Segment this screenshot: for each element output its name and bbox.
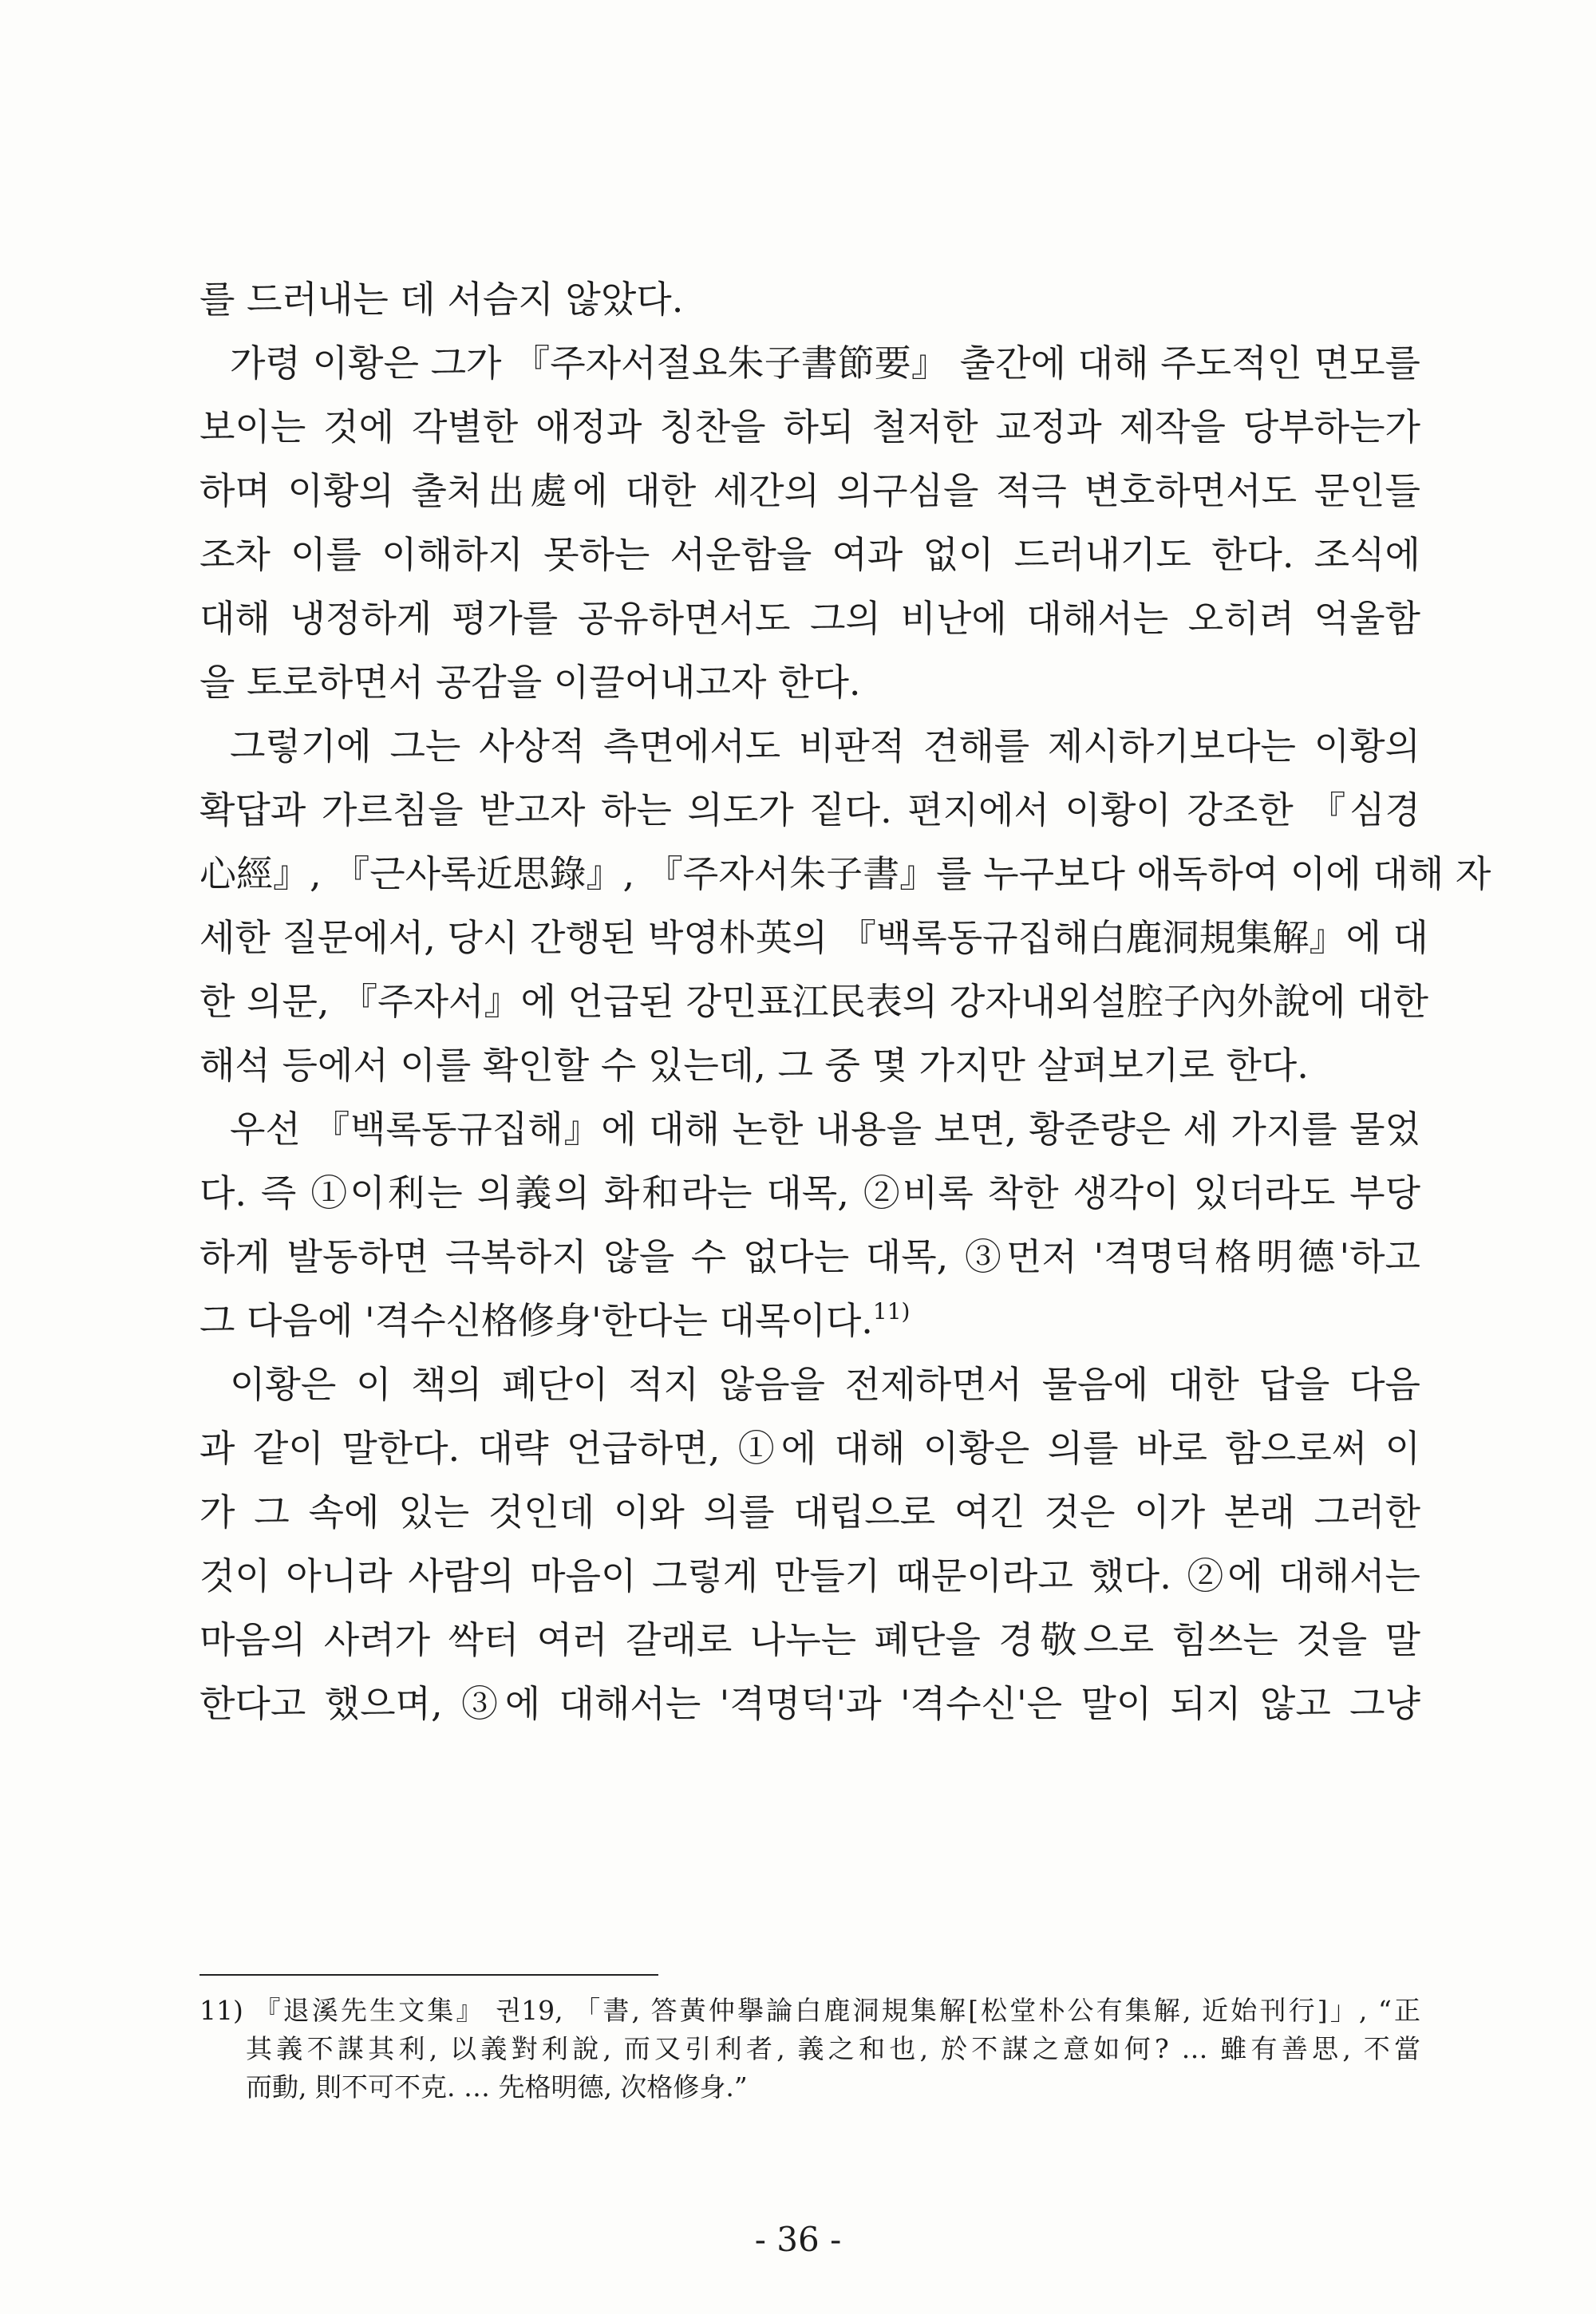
body-line: 보이는 것에 각별한 애정과 칭찬을 하되 철저한 교정과 제작을 당부하는가 — [200, 405, 1420, 448]
body-line: 그렇기에 그는 사상적 측면에서도 비판적 견해를 제시하기보다는 이황의 — [230, 725, 1420, 768]
body-line: 心經』, 『근사록近思錄』, 『주자서朱子書』를 누구보다 애독하여 이에 대해 자 — [200, 852, 1491, 895]
body-line: 이황은 이 책의 폐단이 적지 않음을 전제하면서 물음에 대한 답을 다음 — [230, 1363, 1420, 1406]
body-line: 해석 등에서 이를 확인할 수 있는데, 그 중 몇 가지만 살펴보기로 한다. — [200, 1044, 1309, 1087]
body-line: 우선 『백록동규집해』에 대해 논한 내용을 보면, 황준량은 세 가지를 물었 — [230, 1108, 1420, 1151]
body-line: 다. 즉 ①이利는 의義의 화和라는 대목, ②비록 착한 생각이 있더라도 부당 — [200, 1171, 1420, 1214]
body-line: 을 토로하면서 공감을 이끌어내고자 한다. — [200, 661, 861, 704]
body-line: 하게 발동하면 극복하지 않을 수 없다는 대목, ③먼저 '격명덕格明德'하고 — [200, 1235, 1420, 1278]
body-line: 확답과 가르침을 받고자 하는 의도가 짙다. 편지에서 이황이 강조한 『심경 — [200, 788, 1420, 831]
body-line: 조차 이를 이해하지 못하는 서운함을 여과 없이 드러내기도 한다. 조식에 — [200, 533, 1420, 576]
body-line: 가령 이황은 그가 『주자서절요朱子書節要』 출간에 대해 주도적인 면모를 — [230, 342, 1420, 385]
body-line: 한다고 했으며, ③에 대해서는 '격명덕'과 '격수신'은 말이 되지 않고 그냥 — [200, 1682, 1420, 1725]
body-line: 하며 이황의 출처出處에 대한 세간의 의구심을 적극 변호하면서도 문인들 — [200, 469, 1420, 512]
footnote-line: 11) 『退溪先生文集』 권19, 「書, 答黃仲擧論白鹿洞規集解[松堂朴公有集解, 近始刊行]」, “正 — [200, 1995, 1420, 2026]
body-line: 마음의 사려가 싹터 여러 갈래로 나누는 폐단을 경敬으로 힘쓰는 것을 말 — [200, 1618, 1420, 1661]
body-line-with-footnote — [200, 1289, 1420, 1352]
footnote-marker[interactable]: 11) — [872, 1298, 911, 1325]
body-line: 것이 아니라 사람의 마음이 그렇게 만들기 때문이라고 했다. ②에 대해서는 — [200, 1554, 1420, 1597]
footnote-line: 而動, 則不可不克. … 先格明德, 次格修身.” — [246, 2071, 748, 2103]
footnote-divider — [200, 1974, 658, 1976]
body-line: 가 그 속에 있는 것인데 이와 의를 대립으로 여긴 것은 이가 본래 그러한 — [200, 1491, 1420, 1534]
body-line: 세한 질문에서, 당시 간행된 박영朴英의 『백록동규집해白鹿洞規集解』에 대 — [200, 916, 1428, 959]
page-number: - 36 - — [754, 2220, 842, 2259]
body-line-text: 그 다음에 '격수신格修身'한다는 대목이다. — [200, 1299, 873, 1342]
body-line: 대해 냉정하게 평가를 공유하면서도 그의 비난에 대해서는 오히려 억울함 — [200, 597, 1420, 640]
body-line: 과 같이 말한다. 대략 언급하면, ①에 대해 이황은 의를 바로 함으로써 이 — [200, 1427, 1420, 1470]
body-line: 를 드러내는 데 서슴지 않았다. — [200, 278, 684, 321]
body-line: 한 의문, 『주자서』에 언급된 강민표江民表의 강자내외설腔子內外說에 대한 — [200, 980, 1428, 1023]
footnote-line: 其義不謀其利, 以義對利說, 而又引利者, 義之和也, 於不謀之意如何? … 雖有善思, 不當 — [246, 2033, 1420, 2064]
